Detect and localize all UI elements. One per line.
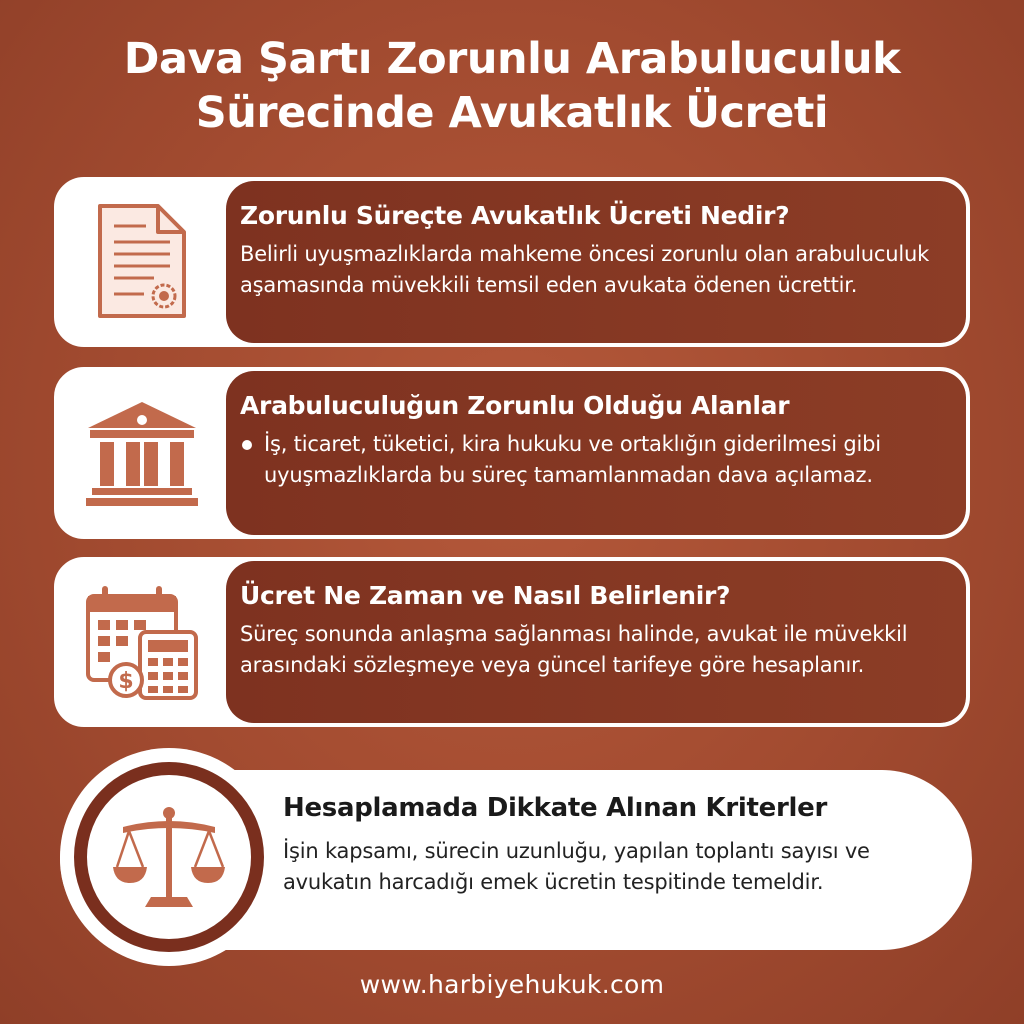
card-heading: Arabuluculuğun Zorunlu Olduğu Alanlar bbox=[240, 391, 790, 420]
icon-panel bbox=[58, 371, 226, 535]
bullet-item bbox=[240, 429, 948, 491]
card-body bbox=[226, 561, 966, 723]
svg-text:$: $ bbox=[118, 669, 134, 694]
page-title bbox=[0, 32, 1024, 140]
card-body bbox=[226, 371, 966, 535]
title-line-2: Sürecinde Avukatlık Ücreti bbox=[195, 88, 829, 138]
criteria-content bbox=[283, 790, 953, 898]
card-body bbox=[226, 181, 966, 343]
info-card-mandatory-areas bbox=[54, 367, 970, 539]
courthouse-icon bbox=[82, 398, 202, 508]
card-heading: Zorunlu Süreçte Avukatlık Ücreti Nedir? bbox=[240, 201, 790, 230]
card-text: İş, ticaret, tüketici, kira hukuku ve ortaklığın giderilmesi gibi uyuşmazlıklarda bu süreç tamamlanmadan dava açılamaz. bbox=[264, 432, 881, 487]
website-url[interactable]: www.harbiyehukuk.com bbox=[359, 970, 665, 999]
card-text: Belirli uyuşmazlıklarda mahkeme öncesi zorunlu olan arabuluculuk aşamasında müvekkili temsil eden avukata ödenen ücrettir. bbox=[240, 242, 930, 297]
criteria-text: İşin kapsamı, sürecin uzunluğu, yapılan toplantı sayısı ve avukatın harcadığı emek ücretin tespitinde temeldir. bbox=[283, 839, 870, 894]
bullet-icon bbox=[242, 440, 252, 450]
criteria-icon-ring bbox=[74, 762, 264, 952]
scales-of-justice-icon bbox=[109, 797, 229, 917]
document-certificate-icon bbox=[94, 202, 190, 322]
calendar-calculator-icon bbox=[82, 582, 202, 702]
info-card-fee-definition bbox=[54, 177, 970, 347]
icon-panel bbox=[58, 181, 226, 343]
title-line-1: Dava Şartı Zorunlu Arabuluculuk bbox=[123, 34, 901, 84]
card-text: Süreç sonunda anlaşma sağlanması halinde, avukat ile müvekkil arasındaki sözleşmeye veya güncel tarifeye göre hesaplanır. bbox=[240, 622, 908, 677]
card-heading: Ücret Ne Zaman ve Nasıl Belirlenir? bbox=[240, 581, 731, 610]
info-card-fee-determination bbox=[54, 557, 970, 727]
icon-panel bbox=[58, 561, 226, 723]
criteria-heading: Hesaplamada Dikkate Alınan Kriterler bbox=[283, 793, 827, 823]
